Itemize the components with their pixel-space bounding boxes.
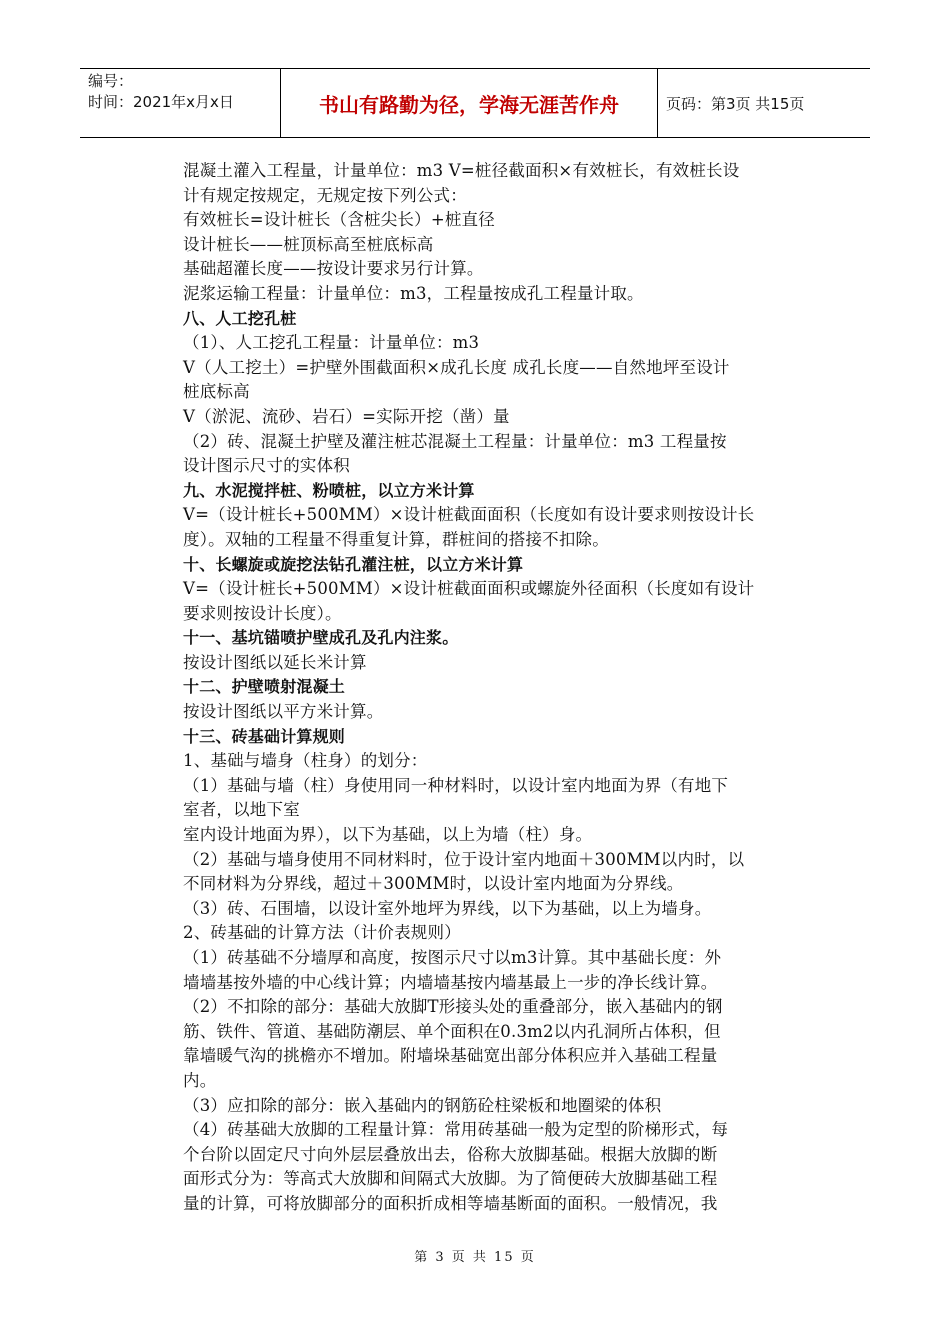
text-line: 室内设计地面为界），以下为基础，以上为墙（柱）身。 [183, 825, 593, 845]
header-meta [80, 69, 281, 137]
text-line: （2）基础与墙身使用不同材料时，位于设计室内地面＋300MM以内时，以 [183, 849, 745, 869]
page-footer: 第 3 页 共 15 页 [414, 1250, 536, 1265]
text-line: 基础超灌长度——按设计要求另行计算。 [183, 259, 484, 279]
text-line: V=（设计桩长+500MM）×设计桩截面面积（长度如有设计要求则按设计长 [183, 505, 755, 525]
text-line: 按设计图纸以延长米计算 [183, 652, 367, 672]
document-number-label: 编号： [88, 72, 134, 90]
page-header [80, 68, 870, 138]
text-line: 不同材料为分界线，超过＋300MM时，以设计室内地面为分界线。 [183, 874, 684, 894]
section-heading: 十二、护壁喷射混凝土 [183, 677, 346, 697]
text-line: 度）。双轴的工程量不得重复计算，群桩间的搭接不扣除。 [183, 529, 609, 549]
text-line: （1）、人工挖孔工程量：计量单位：m3 [183, 333, 480, 353]
section-heading: 九、水泥搅拌桩、粉喷桩，以立方米计算 [183, 480, 475, 500]
text-line: 要求则按设计长度）。 [183, 603, 342, 623]
text-line: 泥浆运输工程量：计量单位：m3，工程量按成孔工程量计取。 [183, 283, 644, 303]
text-line: 有效桩长=设计桩长（含桩尖长）+桩直径 [183, 210, 495, 230]
text-line: 设计桩长——桩顶标高至桩底标高 [183, 234, 434, 254]
text-line: 量的计算，可将放脚部分的面积折成相等墙基断面的面积。一般情况，我 [183, 1193, 718, 1213]
text-line: 按设计图纸以平方米计算。 [183, 702, 384, 722]
text-line: 1、基础与墙身（柱身）的划分： [183, 751, 428, 771]
text-line: 计有规定按规定，无规定按下列公式： [183, 185, 467, 205]
section-heading: 八、人工挖孔桩 [183, 308, 297, 328]
text-line: 2、砖基础的计算方法（计价表规则） [183, 923, 461, 943]
text-line: （3）应扣除的部分：嵌入基础内的钢筋砼柱梁板和地圈梁的体积 [183, 1095, 662, 1115]
text-line: 墙墙基按外墙的中心线计算；内墙墙基按内墙基最上一步的净长线计算。 [183, 972, 718, 992]
text-line: （1）砖基础不分墙厚和高度，按图示尺寸以m3计算。其中基础长度：外 [183, 948, 722, 967]
section-heading: 十三、砖基础计算规则 [183, 726, 346, 746]
text-line: V=（设计桩长+500MM）×设计桩截面面积或螺旋外径面积（长度如有设计 [183, 579, 755, 599]
section-heading: 十、长螺旋或旋挖法钻孔灌注桩，以立方米计算 [183, 554, 524, 574]
text-line: 筋、铁件、管道、基础防潮层、单个面积在0.3m2以内孔洞所占体积，但 [183, 1021, 721, 1041]
text-line: 室者，以地下室 [183, 800, 300, 820]
text-line: （4）砖基础大放脚的工程量计算：常用砖基础一般为定型的阶梯形式，每 [183, 1120, 729, 1140]
text-line: V（淤泥、流砂、岩石）=实际开挖（凿）量 [183, 406, 510, 426]
text-line: 桩底标高 [183, 382, 250, 402]
document-body [183, 159, 803, 1217]
text-line: 设计图示尺寸的实体积 [183, 456, 350, 476]
text-line: 面形式分为：等高式大放脚和间隔式大放脚。为了简便砖大放脚基础工程 [183, 1169, 718, 1189]
header-page-info: 页码：第3页 共15页 [666, 94, 805, 113]
text-line: （2）砖、混凝土护壁及灌注桩芯混凝土工程量：计量单位：m3 工程量按 [183, 431, 727, 451]
text-line: 混凝土灌入工程量，计量单位：m3 V=桩径截面积×有效桩长，有效桩长设 [183, 161, 740, 180]
text-line: （2）不扣除的部分：基础大放脚T形接头处的重叠部分，嵌入基础内的钢 [183, 997, 723, 1017]
text-line: 内。 [183, 1070, 217, 1090]
text-line: （1）基础与墙（柱）身使用同一种材料时，以设计室内地面为界（有地下 [183, 775, 729, 795]
document-date-label: 时间：2021年x月x日 [88, 93, 234, 111]
section-heading: 十一、基坑锚喷护壁成孔及孔内注浆。 [183, 628, 459, 648]
text-line: V（人工挖土）=护壁外围截面积×成孔长度 成孔长度——自然地坪至设计 [183, 357, 730, 377]
text-line: （3）砖、石围墙，以设计室外地坪为界线，以下为基础，以上为墙身。 [183, 898, 712, 918]
header-motto: 书山有路勤为径，学海无涯苦作舟 [281, 69, 658, 137]
text-line: 靠墙暖气沟的挑檐亦不增加。附墙垛基础宽出部分体积应并入基础工程量 [183, 1046, 718, 1066]
text-line: 个台阶以固定尺寸向外层层叠放出去，俗称大放脚基础。根据大放脚的断 [183, 1144, 718, 1164]
